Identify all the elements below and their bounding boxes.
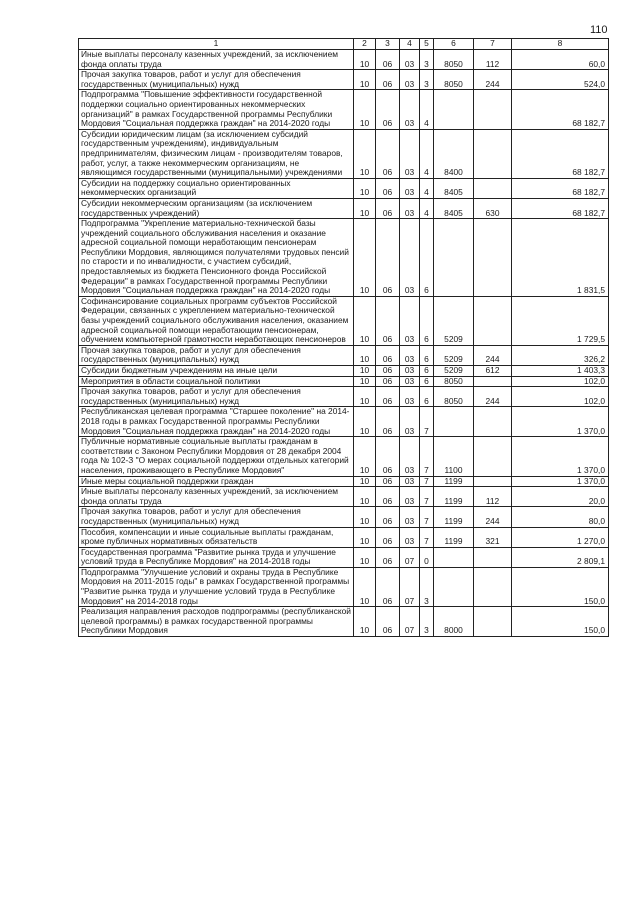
row-code-7: 630 xyxy=(474,198,512,218)
row-description: Субсидии на поддержку социально ориентированных некоммерческих организаций xyxy=(79,178,354,198)
row-amount: 102,0 xyxy=(512,387,609,407)
row-description: Публичные нормативные социальные выплаты гражданам в соответствии с Законом Республики Мордовия от 28 декабря 2004 года № 102-З "О мерах социальной поддержки отдельных категорий населения, проживающего в Республике Мордовия" xyxy=(79,437,354,476)
row-code-5: 3 xyxy=(420,567,434,606)
row-code-3: 06 xyxy=(376,345,400,365)
row-code-2: 10 xyxy=(354,607,376,637)
row-code-6 xyxy=(434,407,474,437)
row-code-7 xyxy=(474,90,512,129)
row-amount: 68 182,7 xyxy=(512,178,609,198)
header-cell-5: 5 xyxy=(420,39,434,50)
row-code-7: 612 xyxy=(474,366,512,377)
row-code-3: 06 xyxy=(376,366,400,377)
row-description: Республиканская целевая программа "Старшее поколение" на 2014-2018 годы в рамках Государственной программы Республики Мордовия "Социальная поддержка граждан" на 2014-2020 годы xyxy=(79,407,354,437)
table-row xyxy=(79,437,609,476)
table-row xyxy=(79,129,609,178)
row-code-6: 1199 xyxy=(434,476,474,487)
row-code-2: 10 xyxy=(354,567,376,606)
row-code-5: 7 xyxy=(420,437,434,476)
row-code-5: 3 xyxy=(420,70,434,90)
row-code-3: 06 xyxy=(376,527,400,547)
budget-table xyxy=(78,38,609,637)
row-code-4: 03 xyxy=(400,296,420,345)
row-code-7: 244 xyxy=(474,70,512,90)
row-code-6: 8050 xyxy=(434,70,474,90)
row-code-5: 4 xyxy=(420,198,434,218)
row-code-3: 06 xyxy=(376,90,400,129)
row-code-5: 6 xyxy=(420,387,434,407)
page-number: 110 xyxy=(590,24,608,36)
row-code-2: 10 xyxy=(354,387,376,407)
row-description: Иные выплаты персоналу казенных учреждений, за исключением фонда оплаты труда xyxy=(79,487,354,507)
row-code-3: 06 xyxy=(376,198,400,218)
row-code-3: 06 xyxy=(376,407,400,437)
row-code-4: 03 xyxy=(400,487,420,507)
table-row xyxy=(79,376,609,387)
row-amount: 524,0 xyxy=(512,70,609,90)
row-amount: 102,0 xyxy=(512,376,609,387)
row-code-2: 10 xyxy=(354,90,376,129)
row-amount: 1 831,5 xyxy=(512,219,609,297)
row-code-3: 06 xyxy=(376,567,400,606)
row-description: Субсидии некоммерческим организациям (за исключением государственных учреждений) xyxy=(79,198,354,218)
row-code-2: 10 xyxy=(354,527,376,547)
row-amount: 1 403,3 xyxy=(512,366,609,377)
row-description: Иные меры социальной поддержки граждан xyxy=(79,476,354,487)
row-code-4: 03 xyxy=(400,437,420,476)
row-amount: 1 370,0 xyxy=(512,476,609,487)
row-code-5: 4 xyxy=(420,129,434,178)
row-code-3: 06 xyxy=(376,219,400,297)
row-code-4: 03 xyxy=(400,527,420,547)
row-code-3: 06 xyxy=(376,178,400,198)
table-row xyxy=(79,547,609,567)
row-code-3: 06 xyxy=(376,376,400,387)
table-row xyxy=(79,387,609,407)
row-code-7 xyxy=(474,407,512,437)
row-amount: 68 182,7 xyxy=(512,198,609,218)
table-row xyxy=(79,178,609,198)
row-code-6: 8000 xyxy=(434,607,474,637)
row-code-5: 6 xyxy=(420,345,434,365)
row-code-5: 3 xyxy=(420,50,434,70)
row-code-5: 6 xyxy=(420,296,434,345)
row-description: Прочая закупка товаров, работ и услуг для обеспечения государственных (муниципальных) нужд xyxy=(79,345,354,365)
row-code-3: 06 xyxy=(376,387,400,407)
row-amount: 60,0 xyxy=(512,50,609,70)
row-description: Прочая закупка товаров, работ и услуг для обеспечения государственных (муниципальных) нужд xyxy=(79,70,354,90)
row-amount: 150,0 xyxy=(512,607,609,637)
row-code-5: 7 xyxy=(420,507,434,527)
row-code-6: 8405 xyxy=(434,198,474,218)
row-amount: 80,0 xyxy=(512,507,609,527)
row-code-5: 7 xyxy=(420,407,434,437)
row-code-2: 10 xyxy=(354,437,376,476)
row-amount: 20,0 xyxy=(512,487,609,507)
row-code-6: 8050 xyxy=(434,387,474,407)
row-code-4: 03 xyxy=(400,198,420,218)
row-amount: 1 729,5 xyxy=(512,296,609,345)
row-code-7: 244 xyxy=(474,345,512,365)
row-code-2: 10 xyxy=(354,476,376,487)
row-code-6: 1199 xyxy=(434,527,474,547)
header-cell-6: 6 xyxy=(434,39,474,50)
row-amount: 68 182,7 xyxy=(512,129,609,178)
table-row xyxy=(79,407,609,437)
table-row xyxy=(79,507,609,527)
table-row xyxy=(79,50,609,70)
row-amount: 1 270,0 xyxy=(512,527,609,547)
row-description: Подпрограмма "Укрепление материально-технической базы учреждений социального обслуживания населения и оказание адресной социальной помощи неработающим пенсионерам Республики Мордовия, являющимся получателями трудовых пенсий по старости и по инвалидности, с участием субсидий, предоставляемых из бюджета Пенсионного фонда Российской Федерации" в рамках Государственной программы Республики Мордовия "Социальная поддержка граждан" на 2014-2020 годы xyxy=(79,219,354,297)
row-code-5: 7 xyxy=(420,487,434,507)
row-code-3: 06 xyxy=(376,607,400,637)
row-code-5: 6 xyxy=(420,366,434,377)
row-code-4: 03 xyxy=(400,345,420,365)
header-cell-7: 7 xyxy=(474,39,512,50)
row-code-7 xyxy=(474,476,512,487)
row-description: Иные выплаты персоналу казенных учреждений, за исключением фонда оплаты труда xyxy=(79,50,354,70)
row-code-5: 4 xyxy=(420,90,434,129)
row-code-2: 10 xyxy=(354,507,376,527)
row-code-5: 6 xyxy=(420,376,434,387)
header-cell-2: 2 xyxy=(354,39,376,50)
row-code-3: 06 xyxy=(376,507,400,527)
row-code-3: 06 xyxy=(376,487,400,507)
row-code-7 xyxy=(474,178,512,198)
row-code-5: 6 xyxy=(420,219,434,297)
row-code-4: 03 xyxy=(400,90,420,129)
row-code-6: 1199 xyxy=(434,487,474,507)
row-code-7: 112 xyxy=(474,50,512,70)
table-row xyxy=(79,70,609,90)
row-code-6: 5209 xyxy=(434,296,474,345)
row-code-7: 244 xyxy=(474,387,512,407)
table-row xyxy=(79,90,609,129)
row-code-2: 10 xyxy=(354,366,376,377)
row-description: Прочая закупка товаров, работ и услуг для обеспечения государственных (муниципальных) нужд xyxy=(79,387,354,407)
row-code-7 xyxy=(474,296,512,345)
row-code-4: 03 xyxy=(400,178,420,198)
row-description: Реализация направления расходов подпрограммы (республиканской целевой программы) в рамках государственной программы Республики Мордовия xyxy=(79,607,354,637)
row-code-6 xyxy=(434,547,474,567)
row-amount: 326,2 xyxy=(512,345,609,365)
row-code-6: 5209 xyxy=(434,366,474,377)
row-code-2: 10 xyxy=(354,219,376,297)
row-code-2: 10 xyxy=(354,178,376,198)
row-code-3: 06 xyxy=(376,437,400,476)
row-code-2: 10 xyxy=(354,70,376,90)
row-code-4: 03 xyxy=(400,387,420,407)
row-amount: 1 370,0 xyxy=(512,407,609,437)
row-code-4: 03 xyxy=(400,70,420,90)
row-code-2: 10 xyxy=(354,407,376,437)
row-code-4: 03 xyxy=(400,407,420,437)
row-code-7 xyxy=(474,376,512,387)
row-code-6: 8400 xyxy=(434,129,474,178)
row-code-4: 03 xyxy=(400,50,420,70)
row-code-7 xyxy=(474,219,512,297)
row-code-5: 3 xyxy=(420,607,434,637)
row-code-7 xyxy=(474,547,512,567)
row-code-2: 10 xyxy=(354,487,376,507)
row-code-6 xyxy=(434,90,474,129)
row-code-6: 8405 xyxy=(434,178,474,198)
table-row xyxy=(79,476,609,487)
row-code-2: 10 xyxy=(354,129,376,178)
table-row xyxy=(79,527,609,547)
row-code-2: 10 xyxy=(354,50,376,70)
row-code-4: 07 xyxy=(400,547,420,567)
row-description: Подпрограмма "Улучшение условий и охраны труда в Республике Мордовия на 2011-2015 годы" в рамках Государственной программы "Развитие рынка труда и улучшение условий труда в Республике Мордовия" на 2014-2018 годы xyxy=(79,567,354,606)
row-code-6: 1199 xyxy=(434,507,474,527)
row-amount: 68 182,7 xyxy=(512,90,609,129)
row-code-6: 1100 xyxy=(434,437,474,476)
table-row xyxy=(79,487,609,507)
row-code-7 xyxy=(474,437,512,476)
row-code-2: 10 xyxy=(354,547,376,567)
row-description: Прочая закупка товаров, работ и услуг для обеспечения государственных (муниципальных) нужд xyxy=(79,507,354,527)
row-description: Субсидии юридическим лицам (за исключением субсидий государственным учреждениям), индивидуальным предпринимателям, физическим лицам - производителям товаров, работ, услуг, а также некоммерческим организациям, не являющимся государственными (муниципальными) учреждениями xyxy=(79,129,354,178)
header-row xyxy=(79,39,609,50)
header-cell-1: 1 xyxy=(79,39,354,50)
row-code-2: 10 xyxy=(354,198,376,218)
row-code-4: 07 xyxy=(400,567,420,606)
table-row xyxy=(79,345,609,365)
row-code-3: 06 xyxy=(376,547,400,567)
header-cell-8: 8 xyxy=(512,39,609,50)
row-code-3: 06 xyxy=(376,70,400,90)
row-code-7: 112 xyxy=(474,487,512,507)
row-code-3: 06 xyxy=(376,296,400,345)
row-description: Мероприятия в области социальной политики xyxy=(79,376,354,387)
header-cell-3: 3 xyxy=(376,39,400,50)
table-row xyxy=(79,198,609,218)
row-code-2: 10 xyxy=(354,376,376,387)
row-code-6: 5209 xyxy=(434,345,474,365)
row-code-4: 03 xyxy=(400,129,420,178)
row-code-6: 8050 xyxy=(434,376,474,387)
row-code-7 xyxy=(474,607,512,637)
row-code-4: 03 xyxy=(400,219,420,297)
table-row xyxy=(79,567,609,606)
table-row xyxy=(79,296,609,345)
row-description: Подпрограмма "Повышение эффективности государственной поддержки социально ориентированных некоммерческих организаций" в рамках Государственной программы Республики Мордовия "Социальная поддержка граждан" на 2014-2020 годы xyxy=(79,90,354,129)
row-amount: 1 370,0 xyxy=(512,437,609,476)
row-code-7 xyxy=(474,567,512,606)
row-description: Субсидии бюджетным учреждениям на иные цели xyxy=(79,366,354,377)
row-code-3: 06 xyxy=(376,129,400,178)
row-code-7 xyxy=(474,129,512,178)
table-row xyxy=(79,607,609,637)
row-code-4: 03 xyxy=(400,507,420,527)
row-code-6 xyxy=(434,567,474,606)
row-amount: 150,0 xyxy=(512,567,609,606)
row-code-5: 7 xyxy=(420,527,434,547)
row-code-7: 244 xyxy=(474,507,512,527)
row-code-6: 8050 xyxy=(434,50,474,70)
row-code-4: 03 xyxy=(400,366,420,377)
row-code-3: 06 xyxy=(376,476,400,487)
row-amount: 2 809,1 xyxy=(512,547,609,567)
table-row xyxy=(79,219,609,297)
row-code-3: 06 xyxy=(376,50,400,70)
row-code-5: 7 xyxy=(420,476,434,487)
row-code-4: 03 xyxy=(400,376,420,387)
header-cell-4: 4 xyxy=(400,39,420,50)
row-code-2: 10 xyxy=(354,345,376,365)
row-code-6 xyxy=(434,219,474,297)
row-description: Софинансирование социальных программ субъектов Российской Федерации, связанных с укреплением материально-технической базы учреждений социального обслуживания населения, оказанием адресной социальной помощи неработающим пенсионерам, обучением компьютерной грамотности неработающих пенсионеров xyxy=(79,296,354,345)
row-description: Пособия, компенсации и иные социальные выплаты гражданам, кроме публичных нормативных обязательств xyxy=(79,527,354,547)
row-code-4: 03 xyxy=(400,476,420,487)
row-code-7: 321 xyxy=(474,527,512,547)
row-code-2: 10 xyxy=(354,296,376,345)
row-code-4: 07 xyxy=(400,607,420,637)
table-row xyxy=(79,366,609,377)
row-description: Государственная программа "Развитие рынка труда и улучшение условий труда в Республике Мордовия" на 2014-2018 годы xyxy=(79,547,354,567)
row-code-5: 4 xyxy=(420,178,434,198)
row-code-5: 0 xyxy=(420,547,434,567)
